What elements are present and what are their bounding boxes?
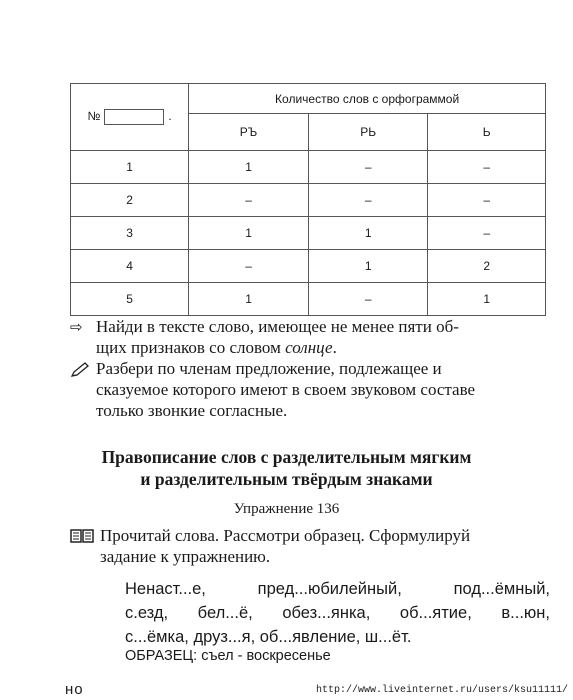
instruction-line1: Прочитай слова. Рассмотри образец. Сформулируй (100, 526, 471, 545)
table-cell: – (428, 217, 546, 250)
table-cell: – (189, 184, 309, 217)
table-cell: 3 (71, 217, 189, 250)
number-blank-box (104, 109, 164, 125)
column-header-soft-sign-r: РЬ (308, 114, 428, 151)
words-line1: Ненаст...е, пред...юбилейный, под...ёмный, (125, 580, 550, 598)
table-cell: – (189, 250, 309, 283)
table-cell: 5 (71, 283, 189, 316)
column-header-soft-sign: Ь (428, 114, 546, 151)
watermark-url: http://www.liveinternet.ru/users/ksu11111/ (315, 685, 568, 696)
task-parse-sentence (96, 358, 551, 421)
pencil-icon (70, 362, 90, 382)
book-icon (70, 528, 94, 548)
table-cell: 2 (428, 250, 546, 283)
number-dot: . (168, 109, 172, 124)
table-row (71, 250, 546, 283)
exercise-title: Упражнение 136 (233, 501, 340, 517)
orthogram-table (70, 83, 546, 316)
exercise-words (125, 577, 550, 649)
exercise-instruction (100, 525, 552, 567)
section-title-line1: Правописание слов с разделительным мягким (101, 447, 472, 467)
task-find-word-line1: Найди в тексте слово, имеющее не менее пяти об- (96, 317, 459, 336)
task-parse-line2: сказуемое которого имеют в своем звуковом составе (96, 380, 476, 399)
task-find-word (96, 316, 551, 358)
table-cell: – (308, 184, 428, 217)
section-title (0, 446, 573, 490)
table-cell: 1 (189, 283, 309, 316)
table-cell: – (428, 151, 546, 184)
number-header-cell (71, 84, 189, 151)
table-row (71, 217, 546, 250)
table-cell: 1 (308, 217, 428, 250)
table-row (71, 283, 546, 316)
table-cell: 2 (71, 184, 189, 217)
table-cell: 1 (71, 151, 189, 184)
words-line2: с.езд, бел...ё, обез...янка, об...ятие, в...юн, (125, 604, 550, 622)
task-parse-line3: только звонкие согласные. (96, 401, 288, 420)
task-find-word-end: . (332, 338, 337, 357)
column-header-hard-sign: РЪ (189, 114, 309, 151)
section-title-line2: и разделительным твёрдым знаками (140, 469, 433, 489)
sample-text: ОБРАЗЕЦ: съел - воскресенье (125, 648, 331, 664)
table-cell: 1 (189, 217, 309, 250)
table-cell: 4 (71, 250, 189, 283)
words-line3: с...ёмка, друз...я, об...явление, ш...ёт. (125, 628, 412, 646)
table-cell: – (428, 184, 546, 217)
instruction-line2: задание к упражнению. (100, 547, 271, 566)
group-header: Количество слов с орфограммой (189, 84, 546, 114)
table-cell: – (308, 151, 428, 184)
arrow-right-icon: ⇨ (70, 318, 83, 336)
italic-word: солнце (285, 338, 333, 357)
table-cell: 1 (189, 151, 309, 184)
table-row (71, 184, 546, 217)
table-row (71, 151, 546, 184)
number-sign: № (87, 109, 101, 124)
table-cell: 1 (428, 283, 546, 316)
footer-fragment: но (65, 681, 84, 698)
table-cell: 1 (308, 250, 428, 283)
task-find-word-line2: щих признаков со словом (96, 338, 286, 357)
table-cell: – (308, 283, 428, 316)
task-parse-line1: Разбери по членам предложение, подлежащее и (96, 359, 442, 378)
